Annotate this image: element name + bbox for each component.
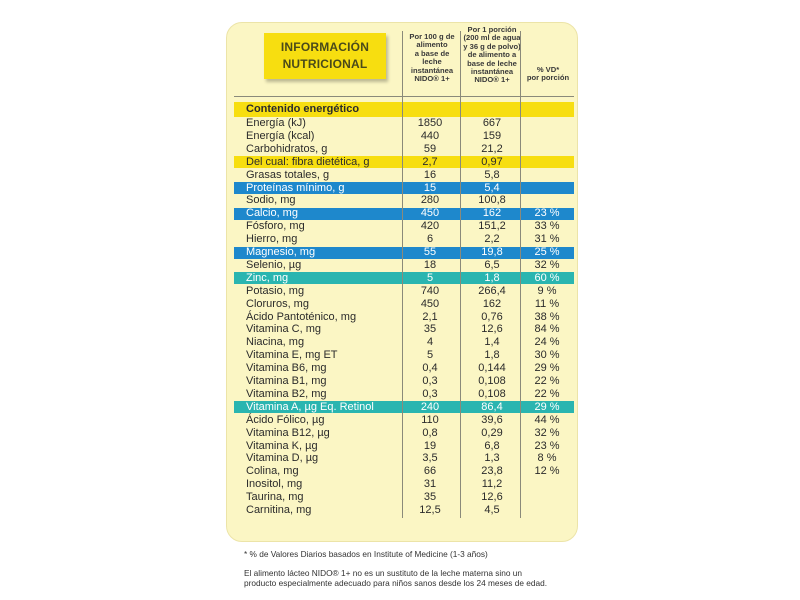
nutrient-name: Vitamina B2, mg [246,387,327,400]
col-vd-line: por porción [526,73,570,83]
nutrient-name: Vitamina E, mg ET [246,349,338,362]
vd-percent: 29 % [534,362,560,375]
per-100g-value: 0,8 [422,426,438,439]
nutrient-name: Vitamina B12, µg [246,426,330,439]
nutrient-name: Zinc, mg [246,271,289,284]
per-100g-value: 4 [426,336,434,349]
per-100g-value: 0,3 [422,375,438,387]
per-100g-value: 35 [423,323,437,336]
nutrient-name: Del cual: fibra dietética, g [246,155,370,168]
vd-percent: 23 % [534,207,560,220]
per-portion-value: 39,6 [481,413,503,426]
section-header: Contenido energético [246,103,360,115]
vd-percent: 12 % [534,465,560,478]
col-portion-line: y 36 g de polvo) [463,41,521,51]
nutrient-name: Vitamina B6, mg [246,362,327,375]
col-portion-line: de alimento a [467,50,517,60]
per-100g-value: 5 [426,349,434,362]
vd-percent: 33 % [534,220,560,233]
nutrient-name: Sodio, mg [246,194,296,207]
per-100g-value: 440 [420,129,440,142]
col-portion-line: base de leche [467,58,517,68]
per-portion-value: 11,2 [481,478,503,491]
vd-percent: 44 % [534,413,560,426]
per-100g-value: 66 [423,465,437,478]
per-portion-value: 100,8 [478,194,506,207]
nutrient-name: Inositol, mg [246,478,303,491]
per-100g-value: 1850 [417,117,443,129]
per-100g-value: 740 [420,284,440,297]
vd-percent: 84 % [534,323,560,336]
per-portion-value: 0,108 [478,387,506,400]
per-100g-value: 19 [423,439,437,452]
col-header-vd [521,66,575,83]
nutrient-name: Selenio, µg [246,258,302,271]
vd-percent: 11 % [534,297,560,310]
vd-percent: 22 % [534,375,560,387]
col-portion-line: instantánea [470,67,514,77]
per-portion-value: 21,2 [481,142,503,155]
nutrient-name: Energía (kJ) [246,117,306,129]
nutrient-name: Calcio, mg [246,207,298,220]
per-portion-value: 5,4 [484,181,500,194]
nutrient-name: Carnitina, mg [246,504,312,516]
per-100g-value: 15 [423,181,437,194]
nutrition-title [264,33,386,79]
vd-percent: 60 % [534,271,560,284]
col-per100-line: instantánea [410,65,454,75]
per-portion-value: 4,5 [484,504,500,516]
per-portion-value: 23,8 [481,465,503,478]
nutrient-name: Potasio, mg [246,284,305,297]
vd-percent: 30 % [534,349,560,362]
col-per100-line: alimento [416,40,448,50]
per-100g-value: 3,5 [422,452,438,465]
vd-percent: 22 % [534,387,560,400]
vd-percent: 9 % [537,284,557,297]
per-portion-value: 6,5 [484,258,500,271]
col-vd-line: % VD* [536,65,560,74]
vd-percent: 24 % [534,336,560,349]
nutrient-name: Fósforo, mg [246,220,305,233]
column-divider [460,31,461,518]
per-100g-value: 450 [420,207,440,220]
per-100g-value: 240 [420,400,440,413]
per-portion-value: 162 [482,207,502,220]
nutrient-name: Vitamina A, µg Eq. Retinol [246,400,374,413]
per-portion-value: 0,144 [478,362,506,375]
disclaimer-line-1: El alimento lácteo NIDO® 1+ no es un sustituto de la leche materna sino un [244,568,522,578]
per-100g-value: 5 [426,271,434,284]
per-100g-value: 110 [421,413,439,426]
per-portion-value: 0,76 [481,310,503,323]
col-portion-line: Por 1 porción [467,25,517,34]
col-per100-line: NIDO® 1+ [414,74,450,84]
col-portion-line: (200 ml de agua [463,33,521,43]
nutrient-name: Vitamina C, mg [246,323,321,336]
per-portion-value: 12,6 [481,323,503,336]
per-100g-value: 280 [420,194,440,207]
vd-percent: 38 % [534,310,560,323]
per-portion-value: 1,4 [484,336,500,349]
nutrient-name: Carbohidratos, g [246,142,328,155]
header-divider [234,96,574,97]
vd-percent: 31 % [534,233,560,246]
vd-footnote: * % de Valores Diarios basados en Institute of Medicine (1-3 años) [244,549,488,559]
per-portion-value: 6,8 [484,439,500,452]
vd-percent: 25 % [534,246,560,258]
vd-percent: 32 % [534,426,560,439]
per-100g-value: 420 [420,220,440,233]
nutrient-name: Vitamina K, µg [246,439,318,452]
per-portion-value: 1,8 [484,349,500,362]
per-100g-value: 2,1 [422,310,438,323]
per-portion-value: 1,3 [484,452,500,465]
col-per100-line: Por 100 g de [409,32,455,41]
nutrient-name: Niacina, mg [246,336,305,349]
per-100g-value: 6 [426,233,434,246]
vd-percent: 32 % [534,258,560,271]
nutrient-name: Hierro, mg [246,233,298,246]
col-portion-line: NIDO® 1+ [474,75,510,85]
nutrient-name: Cloruros, mg [246,297,309,310]
per-100g-value: 31 [423,478,437,491]
per-100g-value: 16 [423,168,437,181]
per-100g-value: 59 [423,142,437,155]
per-100g-value: 0,3 [422,387,438,400]
nutrient-name: Energía (kcal) [246,129,315,142]
per-portion-value: 0,29 [481,426,503,439]
per-100g-value: 2,7 [422,155,438,168]
per-portion-value: 667 [482,117,502,129]
title-line-2: NUTRICIONAL [282,57,368,71]
per-portion-value: 0,108 [478,375,506,387]
per-portion-value: 86,4 [481,400,503,413]
per-100g-value: 0,4 [422,362,438,375]
nutrient-name: Vitamina B1, mg [246,375,327,387]
nutrient-name: Grasas totales, g [246,168,330,181]
nutrient-name: Ácido Fólico, µg [246,413,325,426]
nutrient-name: Colina, mg [246,465,299,478]
nutrient-name: Taurina, mg [246,491,304,504]
per-portion-value: 151,2 [478,220,506,233]
vd-percent: 23 % [534,439,560,452]
title-line-1: INFORMACIÓN [280,40,370,54]
per-portion-value: 2,2 [484,233,500,246]
nutrient-name: Proteínas mínimo, g [246,181,345,194]
per-100g-value: 55 [423,246,437,258]
nutrient-name: Magnesio, mg [246,246,316,258]
nutrient-name: Ácido Pantoténico, mg [246,310,357,323]
per-portion-value: 12,6 [481,491,503,504]
col-header-portion [462,26,522,85]
per-100g-value: 18 [423,258,437,271]
disclaimer-line-2: producto especialmente adecuado para niños sanos desde los 24 meses de edad. [244,578,548,588]
vd-percent: 8 % [537,452,557,465]
per-portion-value: 5,8 [484,168,500,181]
nutrient-name: Vitamina D, µg [246,452,319,465]
per-portion-value: 266,4 [478,284,506,297]
col-header-per100 [404,33,460,83]
per-portion-value: 19,8 [481,246,503,258]
per-portion-value: 0,97 [481,155,503,168]
per-100g-value: 12,5 [419,504,441,516]
per-portion-value: 162 [482,297,502,310]
per-100g-value: 450 [420,297,440,310]
vd-percent: 29 % [534,400,560,413]
col-per100-line: a base de leche [414,48,450,67]
per-100g-value: 35 [423,491,437,504]
per-portion-value: 1,8 [484,271,500,284]
per-portion-value: 159 [482,129,502,142]
